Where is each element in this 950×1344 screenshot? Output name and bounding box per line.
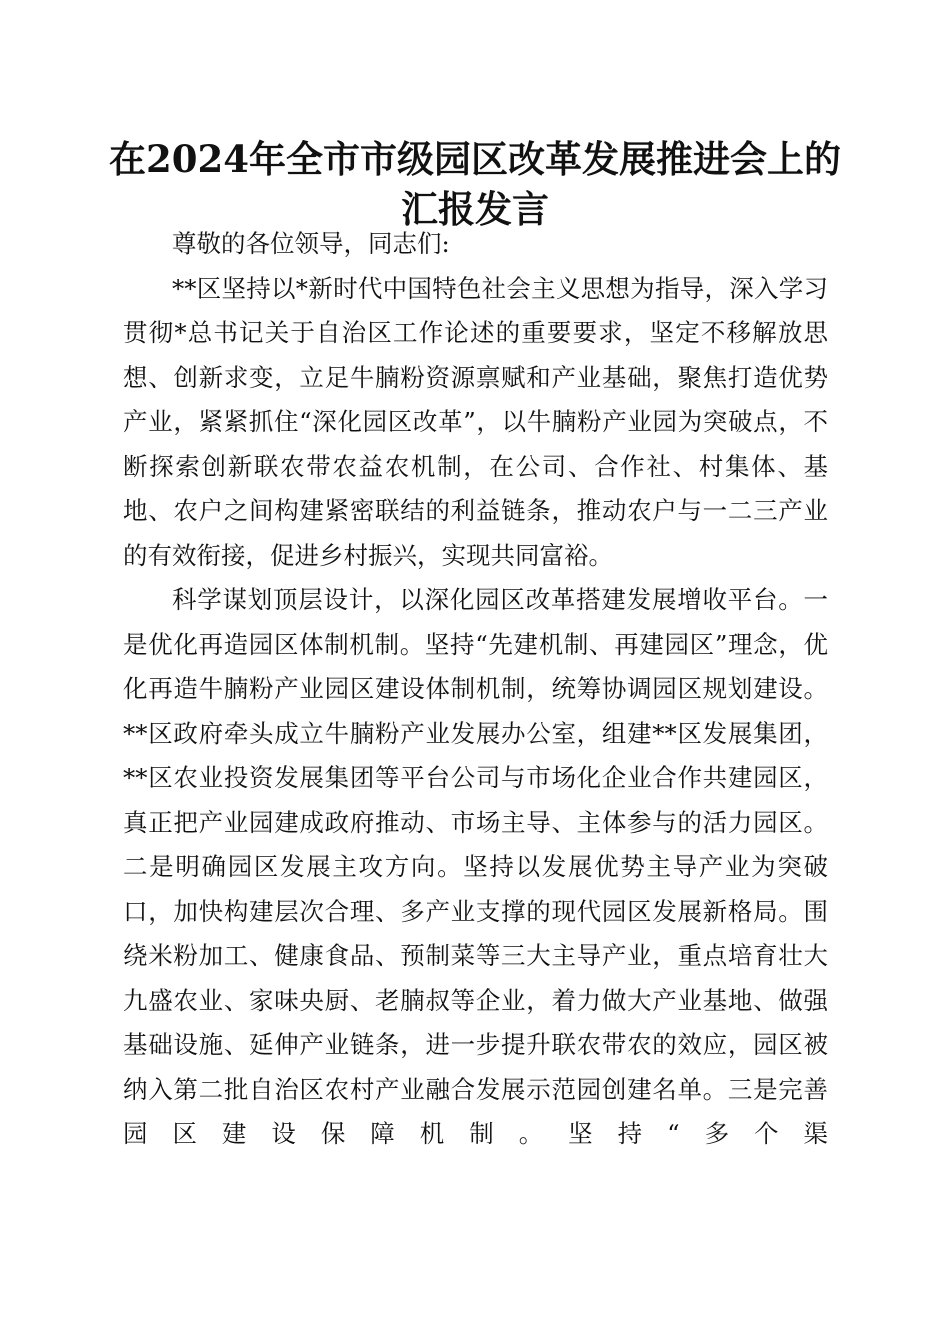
title-line-1: 在2024年全市市级园区改革发展推进会上的	[109, 137, 841, 181]
paragraph-2: 科学谋划顶层设计，以深化园区改革搭建发展增收平台。一是优化再造园区体制机制。坚持“先建机制、再建园区”理念，优化再造牛腩粉产业园区建设体制机制，统筹协调园区规划建设。**区政府牵头成立牛腩粉产业发展办公室，组建**区发展集团，**区农业投资发展集团等平台公司与市场化企业合作共建园区，真正把产业园建成政府推动、市场主导、主体参与的活力园区。二是明确园区发展主攻方向。坚持以发展优势主导产业为突破口，加快构建层次合理、多产业支撑的现代园区发展新格局。围绕米粉加工、健康食品、预制菜等三大主导产业，重点培育壮大九盛农业、家味央厨、老腩叔等企业，着力做大产业基地、做强基础设施、延伸产业链条，进一步提升联农带农的效应，园区被纳入第二批自治区农村产业融合发展示范园创建名单。三是完善园区建设保障机制。坚持“多个渠	[123, 585, 828, 1148]
document-body	[123, 222, 828, 1157]
paragraph-1: **区坚持以*新时代中国特色社会主义思想为指导，深入学习贯彻*总书记关于自治区工作论述的重要要求，坚定不移解放思想、创新求变，立足牛腩粉资源禀赋和产业基础，聚焦打造优势产业，紧紧抓住“深化园区改革”，以牛腩粉产业园为突破点，不断探索创新联农带农益农机制，在公司、合作社、村集体、基地、农户之间构建紧密联结的利益链条，推动农户与一二三产业的有效衔接，促进乡村振兴，实现共同富裕。	[123, 273, 828, 570]
title-line-2: 汇报发言	[401, 187, 549, 231]
salutation: 尊敬的各位领导，同志们:	[172, 229, 450, 258]
document-title	[100, 134, 850, 234]
